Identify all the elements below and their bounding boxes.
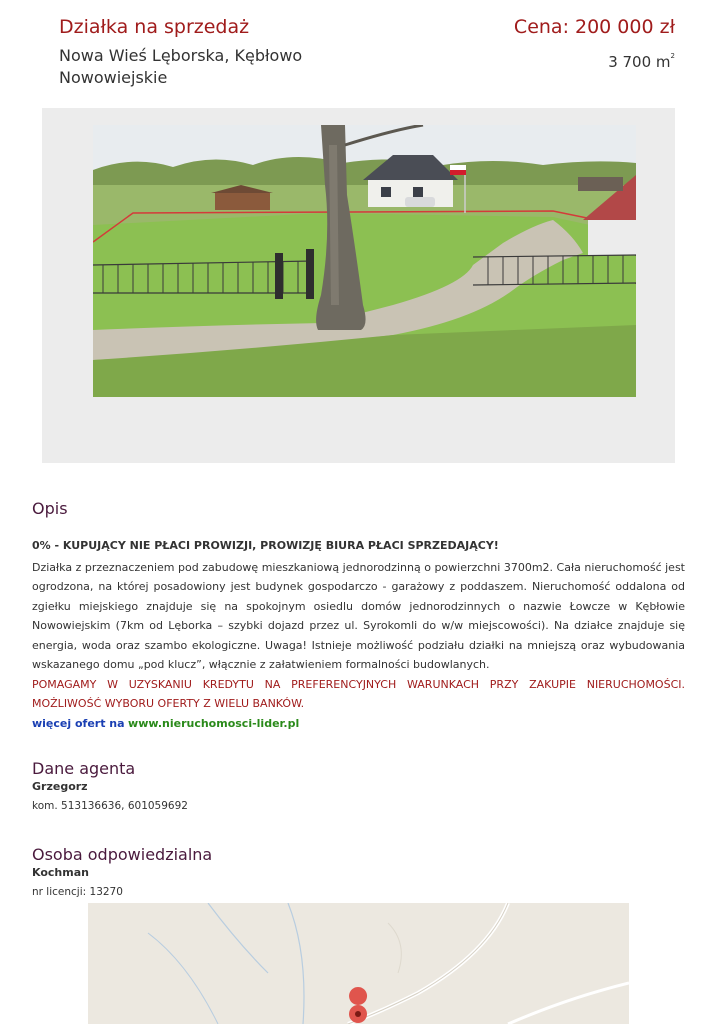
description-heading: Opis [32,499,68,518]
property-photo-illustration [93,125,636,397]
description-body [32,536,685,733]
agent-heading: Dane agenta [32,759,136,778]
location-map[interactable] [88,903,629,1024]
listing-area [608,52,675,71]
responsible-heading: Osoba odpowiedzialna [32,845,213,864]
more-offers-line [32,714,685,734]
area-unit-superscript: 2 [670,52,675,60]
more-offers-label: więcej ofert na [32,716,125,730]
map-illustration [88,903,629,1024]
credit-notice: POMAGAMY W UZYSKANIU KREDYTU NA PREFERENCYJNYCH WARUNKACH PRZY ZAKUPIE NIERUCHOMOŚCI. MOŻLIWOŚĆ WYBORU OFERTY Z WIELU BANKÓW. [32,677,685,710]
responsible-license: nr licencji: 13270 [32,886,123,898]
responsible-name: Kochman [32,866,89,879]
more-offers-link[interactable]: www.nieruchomosci-lider.pl [128,716,300,730]
property-photo[interactable] [93,125,636,397]
area-value: 3 700 m [608,53,671,71]
no-commission-notice: 0% - KUPUJĄCY NIE PŁACI PROWIZJI, PROWIZJĘ BIURA PŁACI SPRZEDAJĄCY! [32,539,499,552]
agent-phone[interactable]: kom. 513136636, 601059692 [32,800,188,812]
agent-name: Grzegorz [32,780,88,793]
map-pin-icon[interactable] [349,987,367,1024]
description-text: Działka z przeznaczeniem pod zabudowę mieszkaniową jednorodzinną o powierzchni 3700m2. Cała nieruchomość jest ogrodzona, na której posadowiony jest budynek gospodarczo - garażowy z poddaszem. Nieruchomość oddalona od zgiełku miejskiego znajduje się na spokojnym osiedlu domów jednorodzinnych o nazwie Łowcze w Kębłowie Nowowiejskim (7km od Lęborka – szybki dojazd przez ul. Syrokomli do w/w miejscowości). Na działce znajduje się energia, woda oraz szambo ekologiczne. Uwaga! Istnieje możliwość podziału działki na mniejszą oraz wybudowania wskazanego domu „pod klucz”, włącznie z załatwieniem formalności budowlanych. [32,560,685,671]
listing-price: Cena: 200 000 zł [513,16,675,38]
listing-title: Działka na sprzedaż [59,16,250,38]
listing-location: Nowa Wieś Lęborska, Kębłowo Nowowiejskie [59,46,303,87]
photo-gallery [42,108,675,463]
